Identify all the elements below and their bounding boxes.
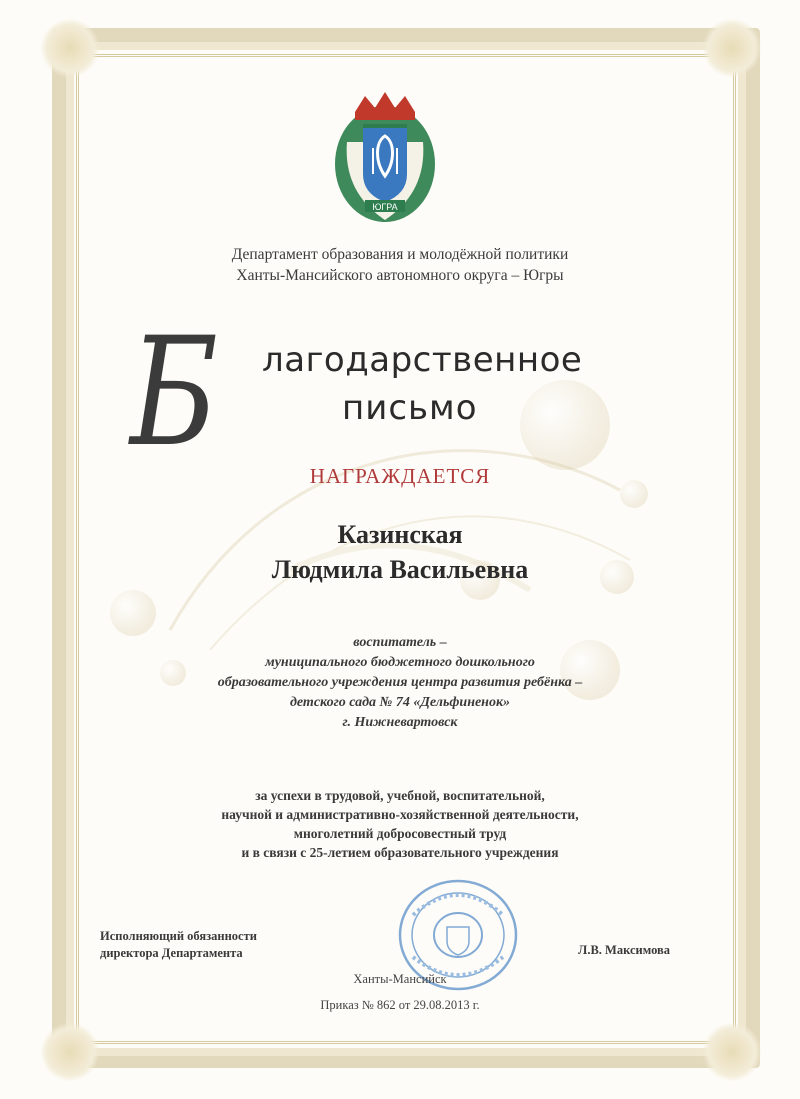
recipient-name: Людмила Васильевна [271,555,529,584]
awarded-heading: НАГРАЖДАЕТСЯ [309,464,491,488]
background-swirl [150,330,650,670]
reason-line: научной и административно-хозяйственной деятельности, [221,807,579,822]
position-line: муниципального бюджетного дошкольного [265,655,535,670]
reason-line: и в связи с 25-летием образовательного учреждения [241,845,559,860]
signer-title-line: директора Департамента [100,946,243,960]
title-line-2: письмо [342,388,478,428]
position-line: образовательного учреждения центра развития ребёнка – [217,675,583,690]
position-line: г. Нижневартовск [342,715,458,730]
department-line: Ханты-Мансийского автономного округа – Югры [236,267,564,284]
coat-of-arms-emblem [325,82,445,232]
signer-title-line: Исполняющий обязанности [100,929,257,943]
signer-title [100,928,330,962]
order-reference: Приказ № 862 от 29.08.2013 г. [320,998,480,1012]
recipient-surname: Казинская [337,520,463,549]
corner-ornament [702,18,762,78]
corner-ornament [40,18,100,78]
city-name: Ханты-Мансийск [353,972,447,986]
department-line: Департамент образования и молодёжной политики [231,246,569,263]
reason-line: многолетний добросовестный труд [293,826,507,841]
corner-ornament [702,1022,762,1082]
position-line: детского сада № 74 «Дельфиненок» [289,695,511,710]
award-reason [140,786,660,862]
title-initial-letter: Б [130,306,219,480]
title-line-1: лагодарственное [262,340,583,380]
position-line: воспитатель – [353,635,447,650]
corner-ornament [40,1022,100,1082]
reason-line: за успехи в трудовой, учебной, воспитательной, [255,788,545,803]
svg-text:ЮГРА: ЮГРА [372,202,398,212]
recipient-position [140,633,660,733]
signer-name: Л.В. Максимова [578,943,671,957]
department-header [120,244,680,286]
